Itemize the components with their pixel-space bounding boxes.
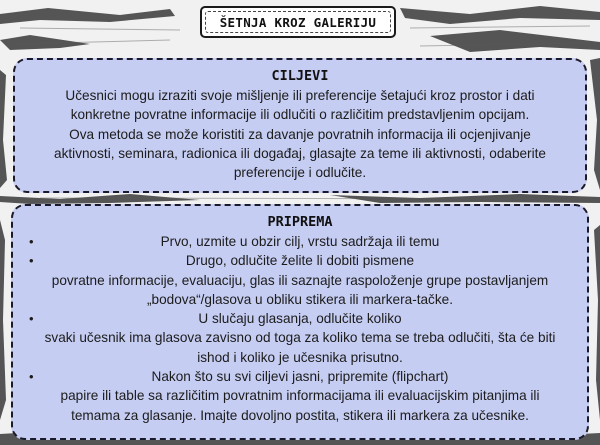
priprema-card — [11, 204, 589, 440]
ciljevi-line: preferencije i odlučite. — [233, 165, 367, 181]
ciljevi-text — [15, 86, 585, 182]
ciljevi-line: Učesnici mogu izraziti svoje mišljenje ili preferencije šetajući kroz prostor i dati — [65, 88, 535, 103]
page-title: ŠETNJA KROZ GALERIJU — [219, 14, 377, 30]
priprema-heading: PRIPREMA — [267, 214, 333, 230]
ciljevi-heading: CILJEVI — [271, 68, 329, 84]
ciljevi-line: konkretne povratne informacije ili odlučiti o različitim predstavljenim opcijam. — [70, 107, 530, 123]
list-item — [13, 309, 587, 367]
list-item-continuation: papire ili table sa različitim povratnim informacijama ili evaluacijskim pitanjima ili — [60, 388, 540, 404]
list-item-text: U slučaju glasanja, odlučite koliko — [198, 311, 402, 327]
list-item — [13, 232, 587, 251]
list-item-continuation: temama za glasanje. Imajte dovoljno postita, stikera ili markera za učesnike. — [71, 407, 529, 423]
list-item-continuation: ishod i koliko je učesnika prisutno. — [197, 349, 403, 365]
bullet-icon: • — [29, 311, 34, 327]
ciljevi-line: Ova metoda se može koristiti za davanje povratnih informacija ili ocjenjivanje — [69, 126, 531, 142]
bullet-icon: • — [29, 369, 34, 385]
list-item-continuation: „bodova“/glasova u obliku stikera ili markera-tačke. — [147, 291, 453, 307]
bullet-icon: • — [29, 253, 34, 269]
priprema-list — [13, 232, 587, 425]
title-banner — [200, 6, 396, 38]
ciljevi-line: aktivnosti, seminara, radionica ili događaj, glasajte za teme ili aktivnosti, odaberite — [54, 145, 546, 161]
bullet-icon: • — [29, 234, 34, 249]
list-item-continuation: povratne informacije, evaluaciju, glas ili saznajte raspoloženje grupe postavljanjem — [51, 272, 549, 288]
list-item-text: Drugo, odlučite želite li dobiti pismene — [185, 253, 415, 269]
ciljevi-card — [13, 58, 587, 193]
list-item — [13, 367, 587, 425]
list-item-text: Prvo, uzmite u obzir cilj, vrstu sadržaja ili temu — [160, 234, 440, 249]
list-item — [13, 251, 587, 309]
list-item-text: Nakon što su svi ciljevi jasni, pripremite (flipchart) — [151, 369, 449, 385]
list-item-continuation: svaki učesnik ima glasova zavisno od toga za koliko tema se treba odlučiti, šta će biti — [44, 330, 556, 346]
